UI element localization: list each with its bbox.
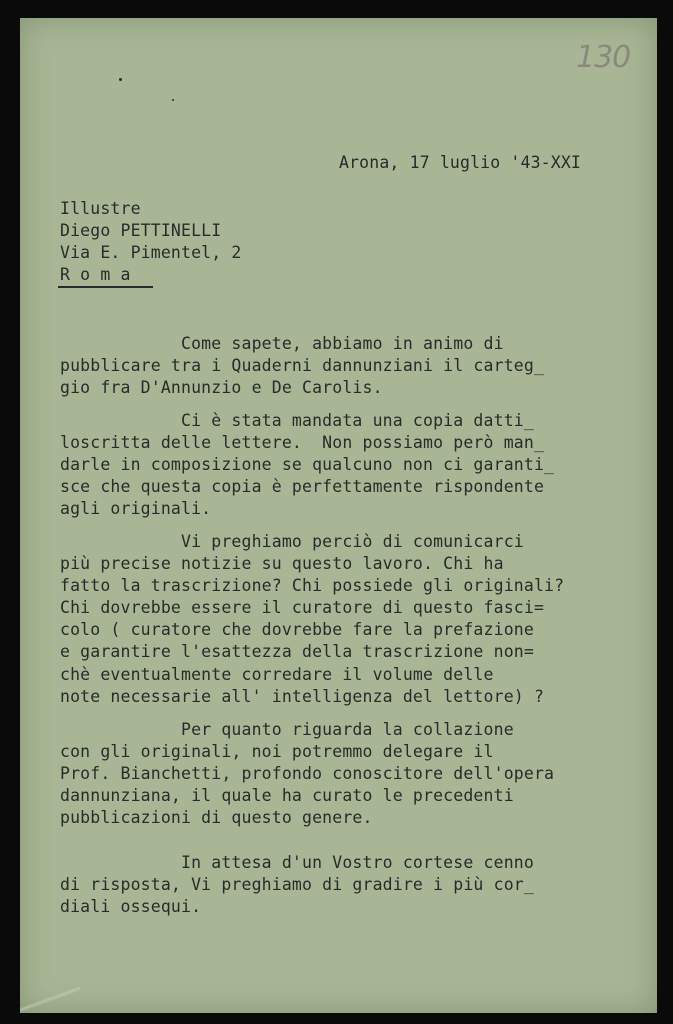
letter-paragraph: In attesa d'un Vostro cortese cenno di risposta, Vi preghiamo di gradire i più cor_ diali ossequi.: [60, 853, 534, 917]
letter-paragraph: Per quanto riguarda la collazione con gli originali, noi potremmo delegare il Prof. Bianchetti, profondo conoscitore dell'opera dannunziana, il quale ha curato le precedenti pubblicazioni di questo genere.: [60, 720, 555, 828]
city-underline: [58, 286, 153, 288]
recipient-address: [60, 198, 242, 286]
recipient-name: Diego PETTINELLI: [60, 221, 222, 241]
paper-speck: [119, 78, 122, 81]
recipient-street: Via E. Pimentel, 2: [60, 243, 242, 263]
folded-corner: [20, 985, 80, 1013]
paper-speck: [172, 99, 174, 101]
recipient-salutation: Illustre: [60, 199, 141, 218]
recipient-city: R o m a: [60, 265, 131, 285]
letter-paragraph: Vi preghiamo perciò di comunicarci più precise notizie su questo lavoro. Chi ha fatto la trascrizione? Chi possiede gli originali? Chi dovrebbe essere il curatore di questo fasci= colo ( curatore che dovrebbe fare la prefazione e garantire l'esattezza della trascrizione non= chè eventualmente corredare il volume delle note necessarie all' intelligenza del lettore) ?: [60, 532, 565, 706]
handwritten-page-number: 130: [576, 40, 631, 75]
letter-paragraph: Come sapete, abbiamo in animo di pubblicare tra i Quaderni dannunziani il carteg_ gio fra D'Annunzio e De Carolis.: [60, 334, 545, 398]
letter-paragraph: Ci è stata mandata una copia datti_ loscritta delle lettere. Non possiamo però man_ darle in composizione se qualcuno non ci garanti_ sce che questa copia è perfettamente rispondente agli originali.: [60, 411, 555, 519]
date-line: Arona, 17 luglio '43-XXI: [339, 153, 582, 172]
